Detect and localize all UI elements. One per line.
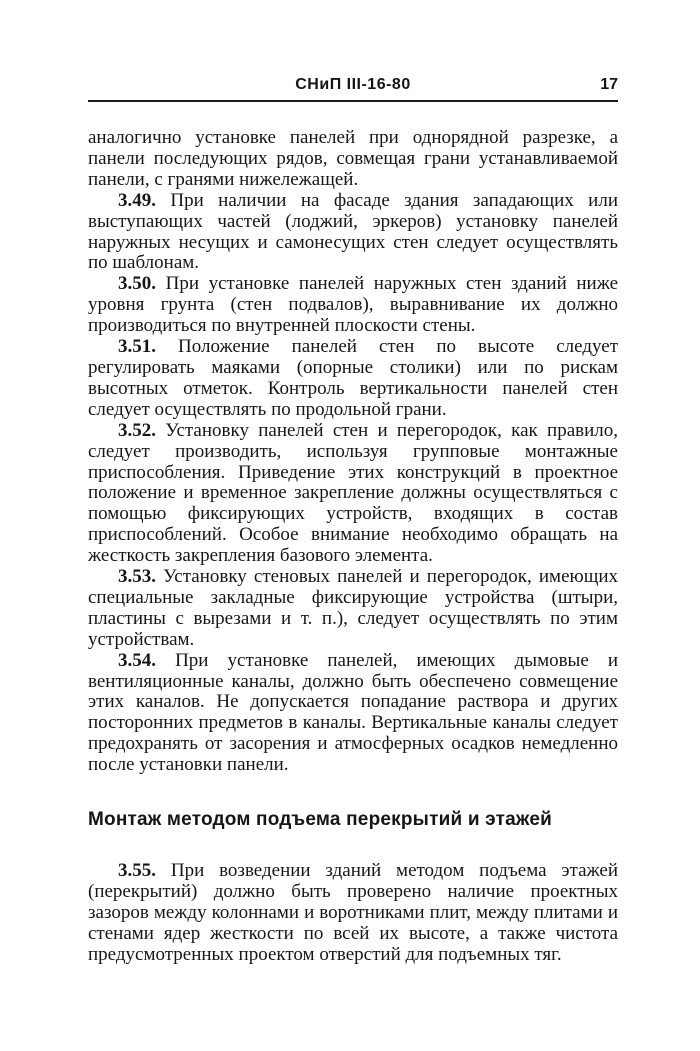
body-text — [88, 128, 618, 966]
clause-3-50 — [88, 274, 618, 337]
clause-text: Положение панелей стен по высоте следует регулировать маяками (опорные столики) или по рискам высотных отметок. Контроль вертикальности панелей стен следует осуществлять по продольной грани. — [88, 336, 618, 420]
clause-number: 3.49. — [118, 189, 156, 211]
clause-number: 3.55. — [118, 860, 156, 881]
running-header — [88, 72, 618, 100]
clause-number: 3.53. — [118, 566, 156, 588]
paragraph-text: аналогично установке панелей при однорядной разрезке, а панели последующих рядов, совмещая грани устанавливаемой панели, с гранями нижележащей. — [88, 127, 618, 190]
header-rule — [88, 100, 618, 102]
clause-number: 3.54. — [118, 649, 156, 671]
clause-3-54 — [88, 651, 618, 776]
clause-number: 3.51. — [118, 336, 156, 358]
clause-text: При наличии на фасаде здания западающих или выступающих частей (лоджий, эркеров) установку панелей наружных несущих и самонесущих стен следует осуществлять по шаблонам. — [88, 189, 618, 274]
clause-text: При установке панелей, имеющих дымовые и вентиляционные каналы, должно быть обеспечено совмещение этих каналов. Не допускается попадание раствора и других посторонних предметов в каналы. Вертикальные каналы следует предохранять от засорения и атмосферных осадков немедленно после установки панели. — [88, 649, 618, 776]
clause-3-53 — [88, 567, 618, 651]
section-heading: Монтаж методом подъема перекрытий и этажей — [88, 809, 552, 831]
page-number: 17 — [600, 76, 618, 93]
clause-text: При возведении зданий методом подъема этажей (перекрытий) должно быть проверено наличие проектных зазоров между колоннами и воротниками плит, между плитами и стенами ядер жесткости по всей их высоте, а также чистота предусмотренных проектом отверстий для подъемных тяг. — [88, 860, 619, 965]
clause-text: Установку панелей стен и перегородок, как правило, следует производить, используя групповые монтажные приспособления. Приведение этих конструкций в проектное положение и временное закрепление должны осуществляться с помощью фиксирующих устройств, входящих в состав приспособлений. Особое внимание необходимо обращать на жесткость закрепления базового элемента. — [88, 419, 619, 567]
clause-3-49 — [88, 191, 618, 275]
clause-3-51 — [88, 337, 618, 421]
document-page — [88, 72, 618, 966]
clause-text: Установку стеновых панелей и перегородок, имеющих специальные закладные фиксирующие устройства (штыри, пластины с вырезами и т. п.), следует осуществлять по этим устройствам. — [88, 566, 618, 650]
clause-3-52 — [88, 421, 618, 567]
clause-number: 3.52. — [118, 419, 156, 441]
paragraph-continued — [88, 128, 618, 191]
document-code: СНиП III-16-80 — [295, 76, 411, 93]
clause-3-55 — [88, 861, 618, 966]
clause-number: 3.50. — [118, 273, 156, 295]
clause-text: При установке панелей наружных стен зданий ниже уровня грунта (стен подвалов), выравнивание их должно производиться по внутренней плоскости стены. — [88, 273, 619, 337]
